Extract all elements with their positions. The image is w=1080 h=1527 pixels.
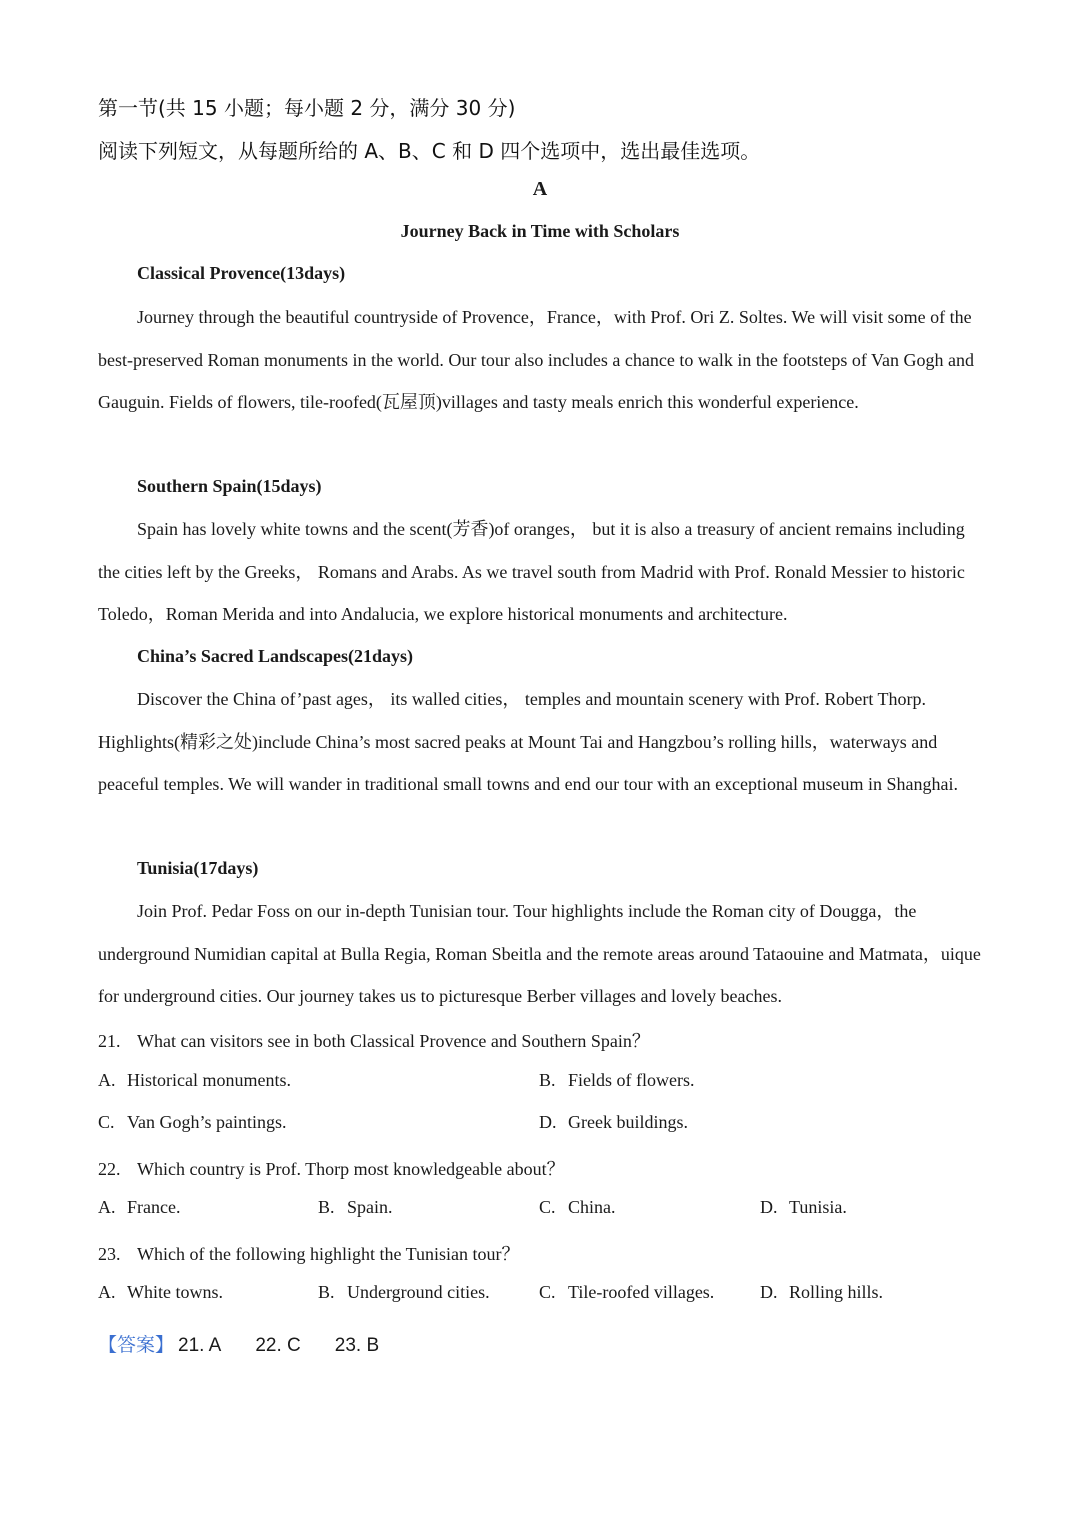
- option-letter: C.: [539, 1282, 556, 1302]
- option-text: Tunisia.: [789, 1197, 847, 1217]
- option-text: Underground cities.: [347, 1282, 490, 1302]
- option-text: China.: [568, 1197, 616, 1217]
- option-letter: B.: [539, 1070, 556, 1090]
- section-heading-spain: Southern Spain(15days): [137, 476, 322, 496]
- option-letter: D.: [539, 1112, 557, 1132]
- option-text: Fields of flowers.: [568, 1070, 695, 1090]
- passage-title: Journey Back in Time with Scholars: [400, 221, 680, 241]
- section-heading-china: China’s Sacred Landscapes(21days): [137, 646, 414, 666]
- question-23: [98, 1240, 519, 1266]
- option-letter: A.: [98, 1070, 116, 1090]
- answer-22: 22. C: [255, 1335, 301, 1356]
- option-text: Historical monuments.: [127, 1070, 291, 1090]
- option-23-c[interactable]: [539, 1282, 714, 1303]
- passage-letter: A: [532, 178, 548, 200]
- question-text: Which of the following highlight the Tunisian tour？: [137, 1244, 520, 1264]
- question-text: What can visitors see in both Classical Provence and Southern Spain？: [137, 1031, 650, 1051]
- option-letter: D.: [760, 1197, 778, 1217]
- option-22-a[interactable]: [98, 1197, 180, 1218]
- question-number: 22.: [98, 1159, 121, 1179]
- option-letter: A.: [98, 1197, 116, 1217]
- option-letter: B.: [318, 1282, 335, 1302]
- option-23-b[interactable]: [318, 1282, 490, 1303]
- option-text: Van Gogh’s paintings.: [127, 1112, 287, 1132]
- option-22-d[interactable]: [760, 1197, 847, 1218]
- section-text-provence: Journey through the beautiful countryside of Provence，France，with Prof. Ori Z. Soltes. We will visit some of the best-preserved Roman monuments in the world. Our tour also includes a chance to walk in the footsteps of Van Gogh and Gauguin. Fields of flowers, tile-roofed(瓦屋顶)villages and tasty meals enrich this wonderful experience.: [98, 307, 974, 412]
- option-text: Greek buildings.: [568, 1112, 688, 1132]
- option-letter: D.: [760, 1282, 778, 1302]
- answer-23: 23. B: [334, 1335, 380, 1356]
- option-letter: C.: [539, 1197, 556, 1217]
- section-heading-provence: Classical Provence(13days): [137, 263, 346, 283]
- option-letter: C.: [98, 1112, 115, 1132]
- instruction-text: 阅读下列短文，从每题所给的 A、B、C 和 D 四个选项中，选出最佳选项。: [98, 139, 761, 163]
- option-22-b[interactable]: [318, 1197, 393, 1218]
- option-21-a[interactable]: [98, 1070, 291, 1091]
- option-23-a[interactable]: [98, 1282, 223, 1303]
- option-text: France.: [127, 1197, 181, 1217]
- answer-line: [98, 1330, 409, 1357]
- section-text-tunisia: Join Prof. Pedar Foss on our in-depth Tunisian tour. Tour highlights include the Roman city of Dougga，the underground Numidian capital at Bulla Regia, Roman Sbeitla and the remote areas around Tataouine and Matmata，uique for underground cities. Our journey takes us to picturesque Berber villages and lovely beaches.: [98, 901, 981, 1006]
- option-letter: A.: [98, 1282, 116, 1302]
- question-number: 21.: [98, 1031, 121, 1051]
- question-number: 23.: [98, 1244, 121, 1264]
- option-letter: B.: [318, 1197, 335, 1217]
- option-21-b[interactable]: [539, 1070, 694, 1091]
- section-header: 第一节(共 15 小题；每小题 2 分，满分 30 分): [98, 96, 516, 120]
- option-text: Rolling hills.: [789, 1282, 884, 1302]
- question-22: [98, 1155, 565, 1181]
- section-text-china: Discover the China of’past ages， its walled cities， temples and mountain scenery with Prof. Robert Thorp. Highlights(精彩之处)include China’s most sacred peaks at Mount Tai and Hangzbou’s rolling hills，waterways and peaceful temples. We will wander in traditional small towns and end our tour with an exceptional museum in Shanghai.: [98, 689, 959, 794]
- option-21-d[interactable]: [539, 1112, 688, 1133]
- option-text: White towns.: [127, 1282, 223, 1302]
- answer-21: 21. A: [178, 1335, 222, 1356]
- option-23-d[interactable]: [760, 1282, 883, 1303]
- option-text: Spain.: [347, 1197, 393, 1217]
- option-22-c[interactable]: [539, 1197, 616, 1218]
- section-heading-tunisia: Tunisia(17days): [137, 858, 259, 878]
- question-21: [98, 1027, 650, 1053]
- answer-tag: 【答案】: [98, 1334, 175, 1356]
- section-text-spain: Spain has lovely white towns and the scent(芳香)of oranges， but it is also a treasury of ancient remains including the cities left by the Greeks， Romans and Arabs. As we travel south from Madrid with Prof. Ronald Messier to historic Toledo，Roman Merida and into Andalucia, we explore historical monuments and architecture.: [98, 519, 965, 624]
- option-21-c[interactable]: [98, 1112, 287, 1133]
- option-text: Tile-roofed villages.: [568, 1282, 715, 1302]
- question-text: Which country is Prof. Thorp most knowledgeable about？: [137, 1159, 565, 1179]
